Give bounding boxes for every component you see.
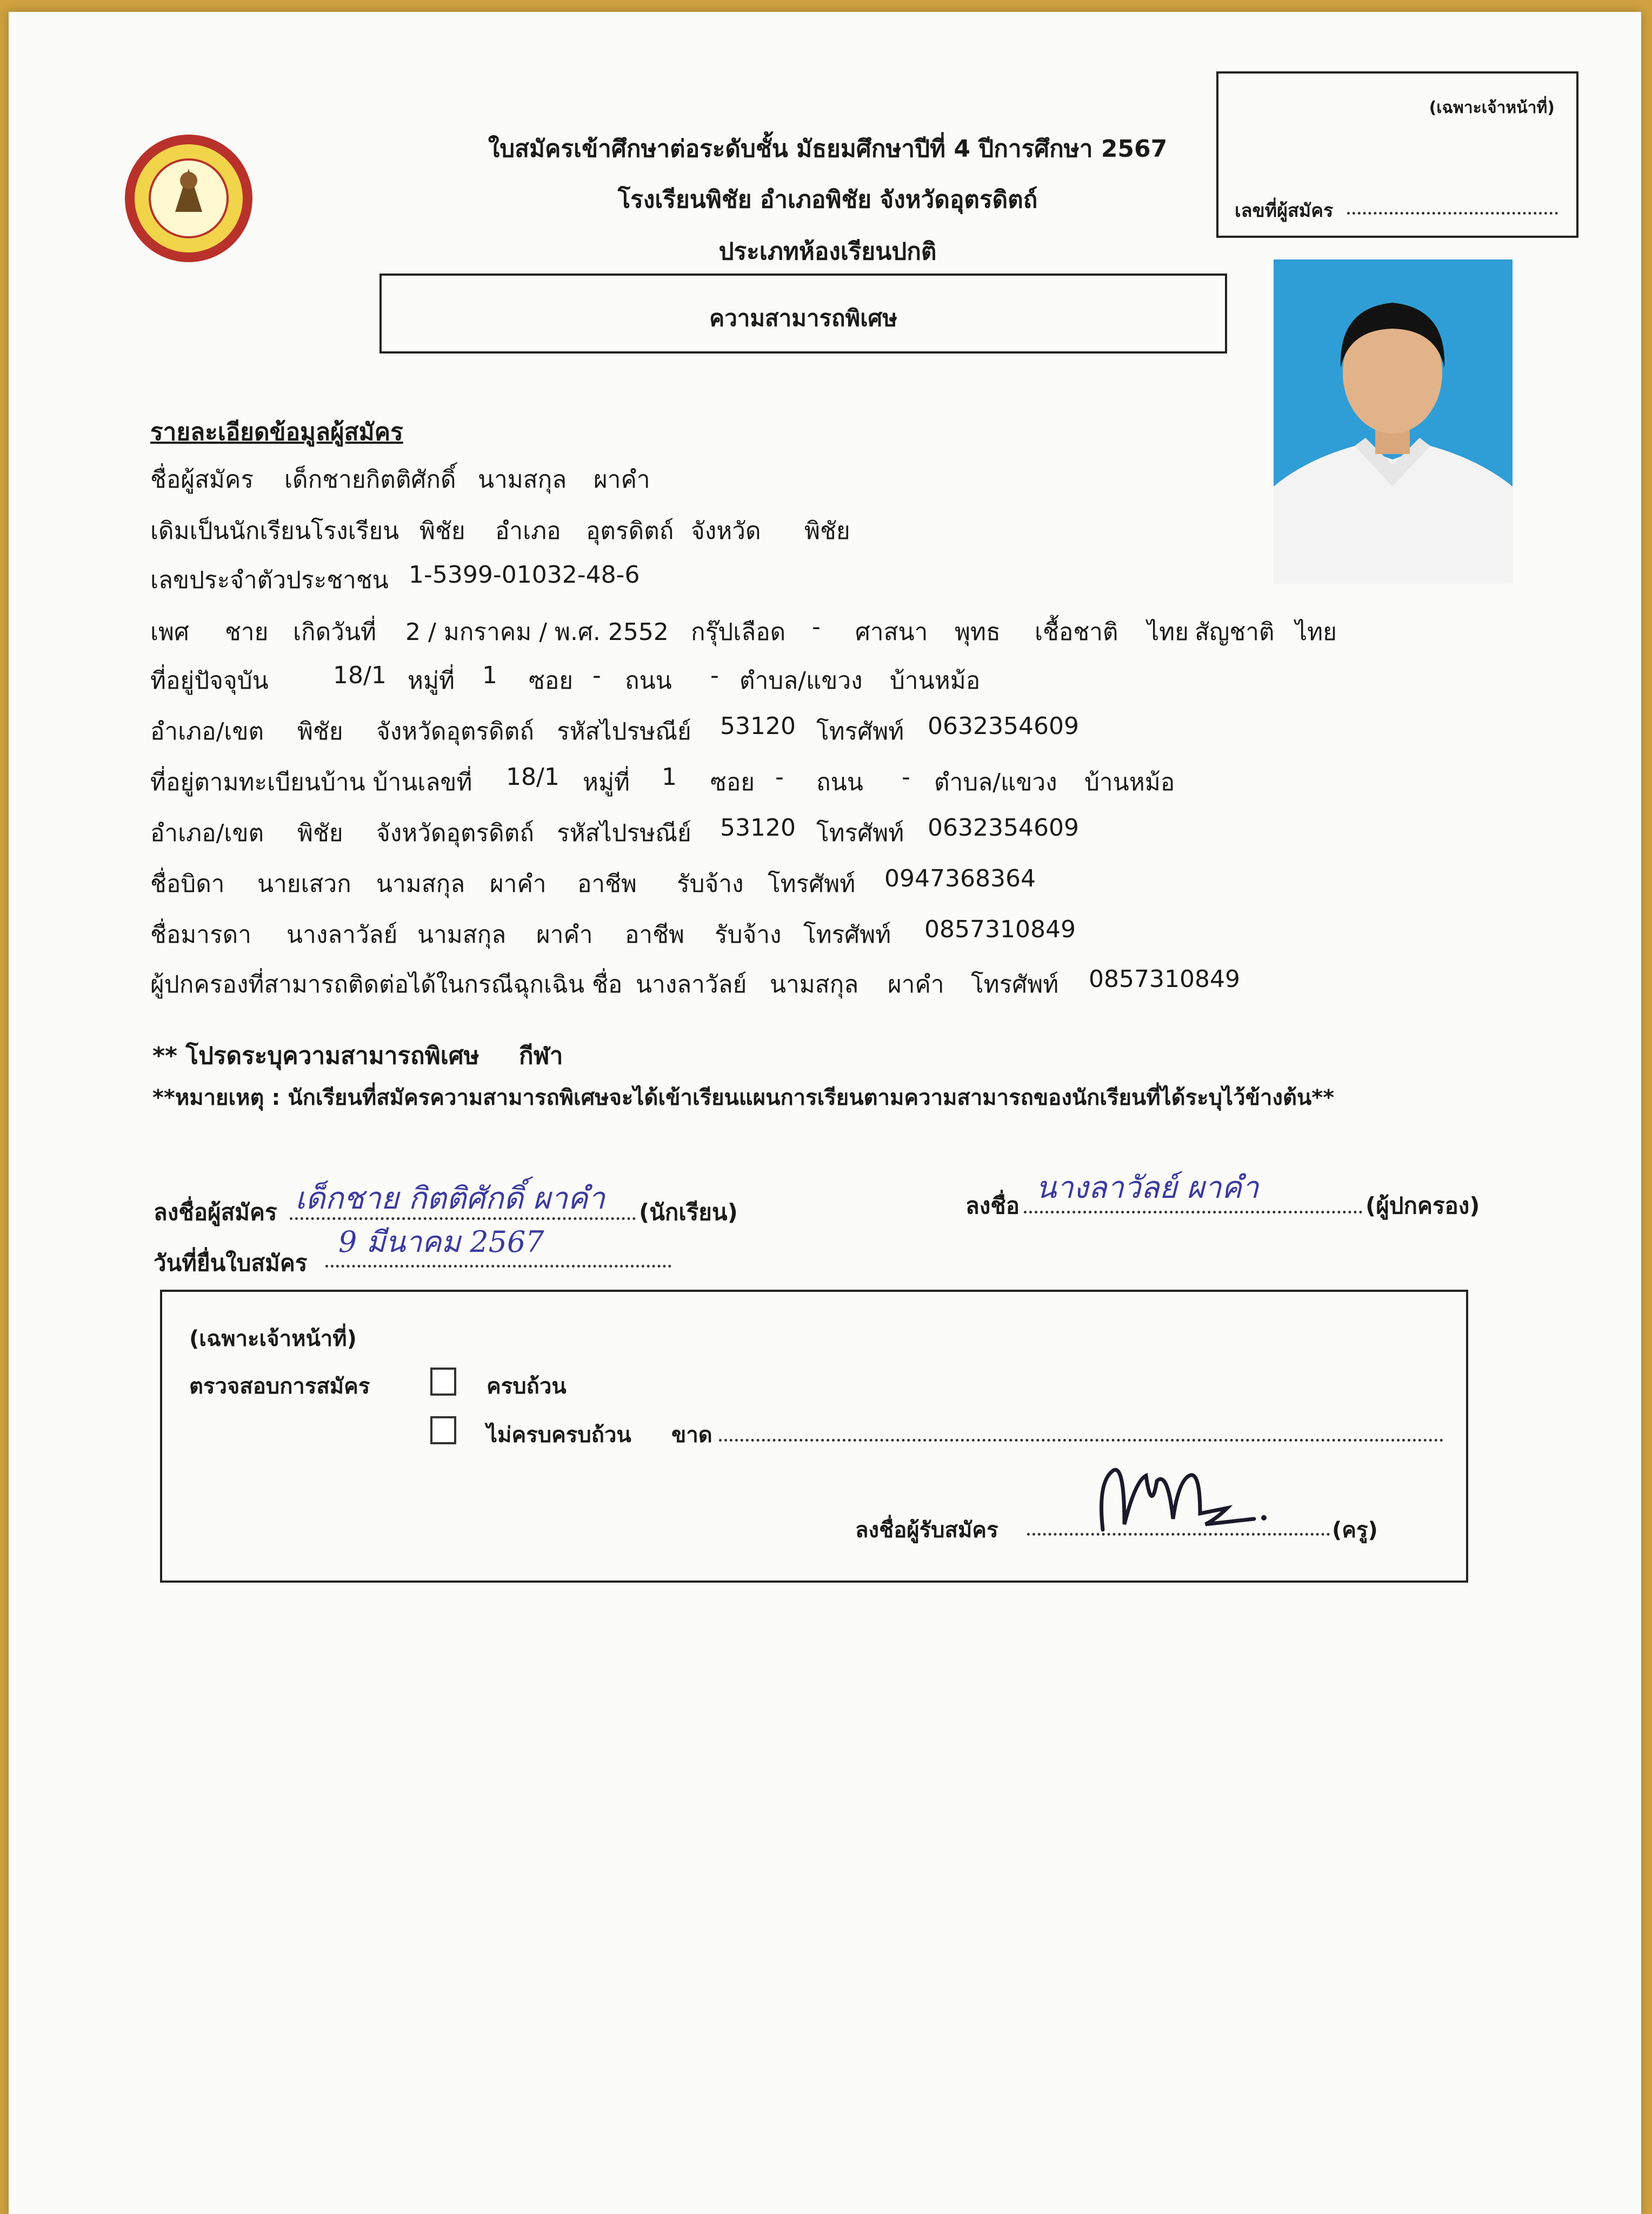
birth-value: 2 / มกราคม / พ.ศ. 2552 xyxy=(405,618,669,646)
cur-addr-label: ที่อยู่ปัจจุบัน xyxy=(150,667,269,695)
zip-value: 53120 xyxy=(720,712,796,740)
former-school-label: เดิมเป็นนักเรียนโรงเรียน xyxy=(150,517,399,545)
father-label: ชื่อบิดา xyxy=(150,870,225,898)
applicant-number-line[interactable] xyxy=(1347,212,1558,215)
sex-value: ชาย xyxy=(225,618,269,646)
blood-label: กรุ๊ปเลือด xyxy=(691,618,786,646)
office-check-box xyxy=(160,1290,1468,1583)
amphoe-label: อำเภอ xyxy=(495,517,561,545)
applicant-sign-label: ลงชื่อผู้สมัคร xyxy=(154,1199,277,1225)
receiver-signature-icon xyxy=(1092,1449,1276,1541)
race-label: เชื้อชาติ xyxy=(1035,618,1118,646)
guardian-phone-value: 0857310849 xyxy=(1089,965,1240,993)
zip-label: รหัสไปรษณีย์ xyxy=(557,718,691,745)
phone-label: โทรศัพท์ xyxy=(816,718,904,745)
portrait-icon xyxy=(1274,259,1513,584)
name-value: เด็กชายกิตติศักดิ์ xyxy=(284,466,456,494)
province-name: จังหวัดอุตรดิตถ์ xyxy=(376,718,534,745)
incomplete-label: ไม่ครบครบถ้วน xyxy=(487,1423,631,1448)
missing-label: ขาด xyxy=(671,1423,712,1448)
tambon-label: ตำบล/แขวง xyxy=(740,667,863,695)
room-type: ประเภทห้องเรียนปกติ xyxy=(718,238,937,265)
talent-note: **หมายเหตุ : นักเรียนที่สมัครความสามารถพิเศษจะได้เข้าเรียนแผนการเรียนตามความสามารถของนักเรียนที่ได้ระบุไว้ข้างต้น** xyxy=(152,1085,1335,1110)
father-occupation-value: รับจ้าง xyxy=(677,870,744,898)
sex-label: เพศ xyxy=(150,618,189,646)
office-use-label: (เฉพาะเจ้าหน้าที่) xyxy=(1429,98,1555,117)
moo-value: 1 xyxy=(482,662,497,689)
nationality-value: ไทย xyxy=(1295,618,1337,646)
details-heading: รายละเอียดข้อมูลผู้สมัคร xyxy=(150,418,403,446)
religion-label: ศาสนา xyxy=(855,618,928,646)
applicant-photo xyxy=(1274,259,1513,584)
road-label: ถนน xyxy=(625,667,672,695)
reg-soi-value: - xyxy=(775,763,784,791)
mother-label: ชื่อมารดา xyxy=(150,921,251,949)
reg-tambon-label: ตำบล/แขวง xyxy=(934,769,1057,796)
applicant-role: (นักเรียน) xyxy=(639,1199,738,1225)
reg-soi-label: ซอย xyxy=(710,769,755,796)
mother-occupation-label: อาชีพ xyxy=(625,921,684,949)
date-line[interactable] xyxy=(325,1265,671,1268)
school-seal-icon xyxy=(121,131,256,266)
applicant-number-label: เลขที่ผู้สมัคร xyxy=(1235,200,1334,222)
mother-phone-label: โทรศัพท์ xyxy=(803,921,891,949)
nationality-label: สัญชาติ xyxy=(1195,618,1275,646)
reg-road-label: ถนน xyxy=(816,769,863,796)
father-phone-label: โทรศัพท์ xyxy=(768,870,856,898)
road-value: - xyxy=(710,662,719,689)
missing-line[interactable] xyxy=(719,1439,1443,1442)
receiver-role: (ครู) xyxy=(1332,1518,1378,1543)
guardian-signature: นางลาวัลย์ ผาคำ xyxy=(1036,1170,1259,1205)
reg-moo-label: หมู่ที่ xyxy=(583,769,630,796)
office-use-box xyxy=(1216,71,1578,238)
district-value: พิชัย xyxy=(297,718,343,745)
guardian-role: (ผู้ปกครอง) xyxy=(1365,1192,1480,1219)
blood-value: - xyxy=(812,613,821,641)
reg-zip-label: รหัสไปรษณีย์ xyxy=(557,819,691,847)
phone-value: 0632354609 xyxy=(928,712,1079,740)
mother-value: นางลาวัลย์ xyxy=(287,921,398,949)
guardian-label: ผู้ปกครองที่สามารถติดต่อได้ในกรณีฉุกเฉิน ชื่อ xyxy=(150,971,623,998)
reg-province-name: จังหวัดอุตรดิตถ์ xyxy=(376,819,534,847)
section-title: ความสามารถพิเศษ xyxy=(709,305,897,331)
district-label: อำเภอ/เขต xyxy=(150,718,264,745)
guardian-phone-label: โทรศัพท์ xyxy=(971,971,1059,998)
father-phone-value: 0947368364 xyxy=(884,865,1036,892)
complete-label: ครบถ้วน xyxy=(487,1374,567,1399)
id-value: 1-5399-01032-48-6 xyxy=(409,561,640,589)
province-value: พิชัย xyxy=(804,517,850,545)
date-handwritten: 9 มีนาคม 2567 xyxy=(338,1225,544,1259)
surname-label: นามสกุล xyxy=(478,466,567,494)
office-check-label: (เฉพาะเจ้าหน้าที่) xyxy=(189,1326,357,1351)
reg-addr-no: 18/1 xyxy=(506,763,559,791)
reg-district-value: พิชัย xyxy=(297,819,343,847)
moo-label: หมู่ที่ xyxy=(408,667,455,695)
reg-moo-value: 1 xyxy=(662,763,677,791)
birth-label: เกิดวันที่ xyxy=(293,618,377,646)
applicant-signature: เด็กชาย กิตติศักดิ์ ผาคำ xyxy=(295,1181,605,1216)
form-title: ใบสมัครเข้าศึกษาต่อระดับชั้น มัธยมศึกษาปีที่ 4 ปีการศึกษา 2567 xyxy=(488,135,1168,163)
incomplete-checkbox[interactable] xyxy=(430,1416,456,1444)
father-surname-value: ผาคำ xyxy=(490,870,547,898)
guardian-surname-value: ผาคำ xyxy=(888,971,944,998)
father-value: นายเสวก xyxy=(257,870,351,898)
religion-value: พุทธ xyxy=(955,618,1001,646)
receiver-label: ลงชื่อผู้รับสมัคร xyxy=(855,1518,998,1543)
verify-label: ตรวจสอบการสมัคร xyxy=(189,1374,370,1399)
talent-label: ** โปรดระบุความสามารถพิเศษ xyxy=(152,1042,479,1070)
reg-district-label: อำเภอ/เขต xyxy=(150,819,264,847)
guardian-value: นางลาวัลย์ xyxy=(636,971,747,998)
reg-phone-value: 0632354609 xyxy=(928,814,1079,842)
province-label: จังหวัด xyxy=(691,517,761,545)
father-surname-label: นามสกุล xyxy=(376,870,465,898)
father-occupation-label: อาชีพ xyxy=(577,870,637,898)
talent-value: กีฬา xyxy=(519,1042,563,1070)
amphoe-value: อุตรดิตถ์ xyxy=(586,517,674,545)
soi-label: ซอย xyxy=(529,667,574,695)
reg-road-value: - xyxy=(902,763,910,791)
date-label: วันที่ยื่นใบสมัคร xyxy=(154,1250,308,1276)
reg-tambon-value: บ้านหม้อ xyxy=(1084,769,1175,796)
application-form-paper xyxy=(9,12,1641,2214)
section-title-box xyxy=(379,274,1227,354)
cur-addr-no: 18/1 xyxy=(333,662,387,689)
complete-checkbox[interactable] xyxy=(430,1368,456,1396)
reg-zip-value: 53120 xyxy=(720,814,796,842)
surname-value: ผาคำ xyxy=(594,466,650,494)
mother-occupation-value: รับจ้าง xyxy=(715,921,782,949)
mother-surname-value: ผาคำ xyxy=(536,921,593,949)
race-value: ไทย xyxy=(1147,618,1189,646)
tambon-value: บ้านหม้อ xyxy=(890,667,981,695)
guardian-surname-label: นามสกุล xyxy=(770,971,859,998)
soi-value: - xyxy=(592,662,601,689)
school-name: โรงเรียนพิชัย อำเภอพิชัย จังหวัดอุตรดิตถ์ xyxy=(617,186,1038,214)
mother-surname-label: นามสกุล xyxy=(417,921,507,949)
guardian-sign-label: ลงชื่อ xyxy=(965,1192,1020,1219)
former-school-value: พิชัย xyxy=(419,517,465,545)
mother-phone-value: 0857310849 xyxy=(924,916,1076,943)
name-label: ชื่อผู้สมัคร xyxy=(150,466,254,494)
id-label: เลขประจำตัวประชาชน xyxy=(150,566,389,594)
reg-addr-label: ที่อยู่ตามทะเบียนบ้าน บ้านเลขที่ xyxy=(150,769,472,796)
reg-phone-label: โทรศัพท์ xyxy=(816,819,904,847)
